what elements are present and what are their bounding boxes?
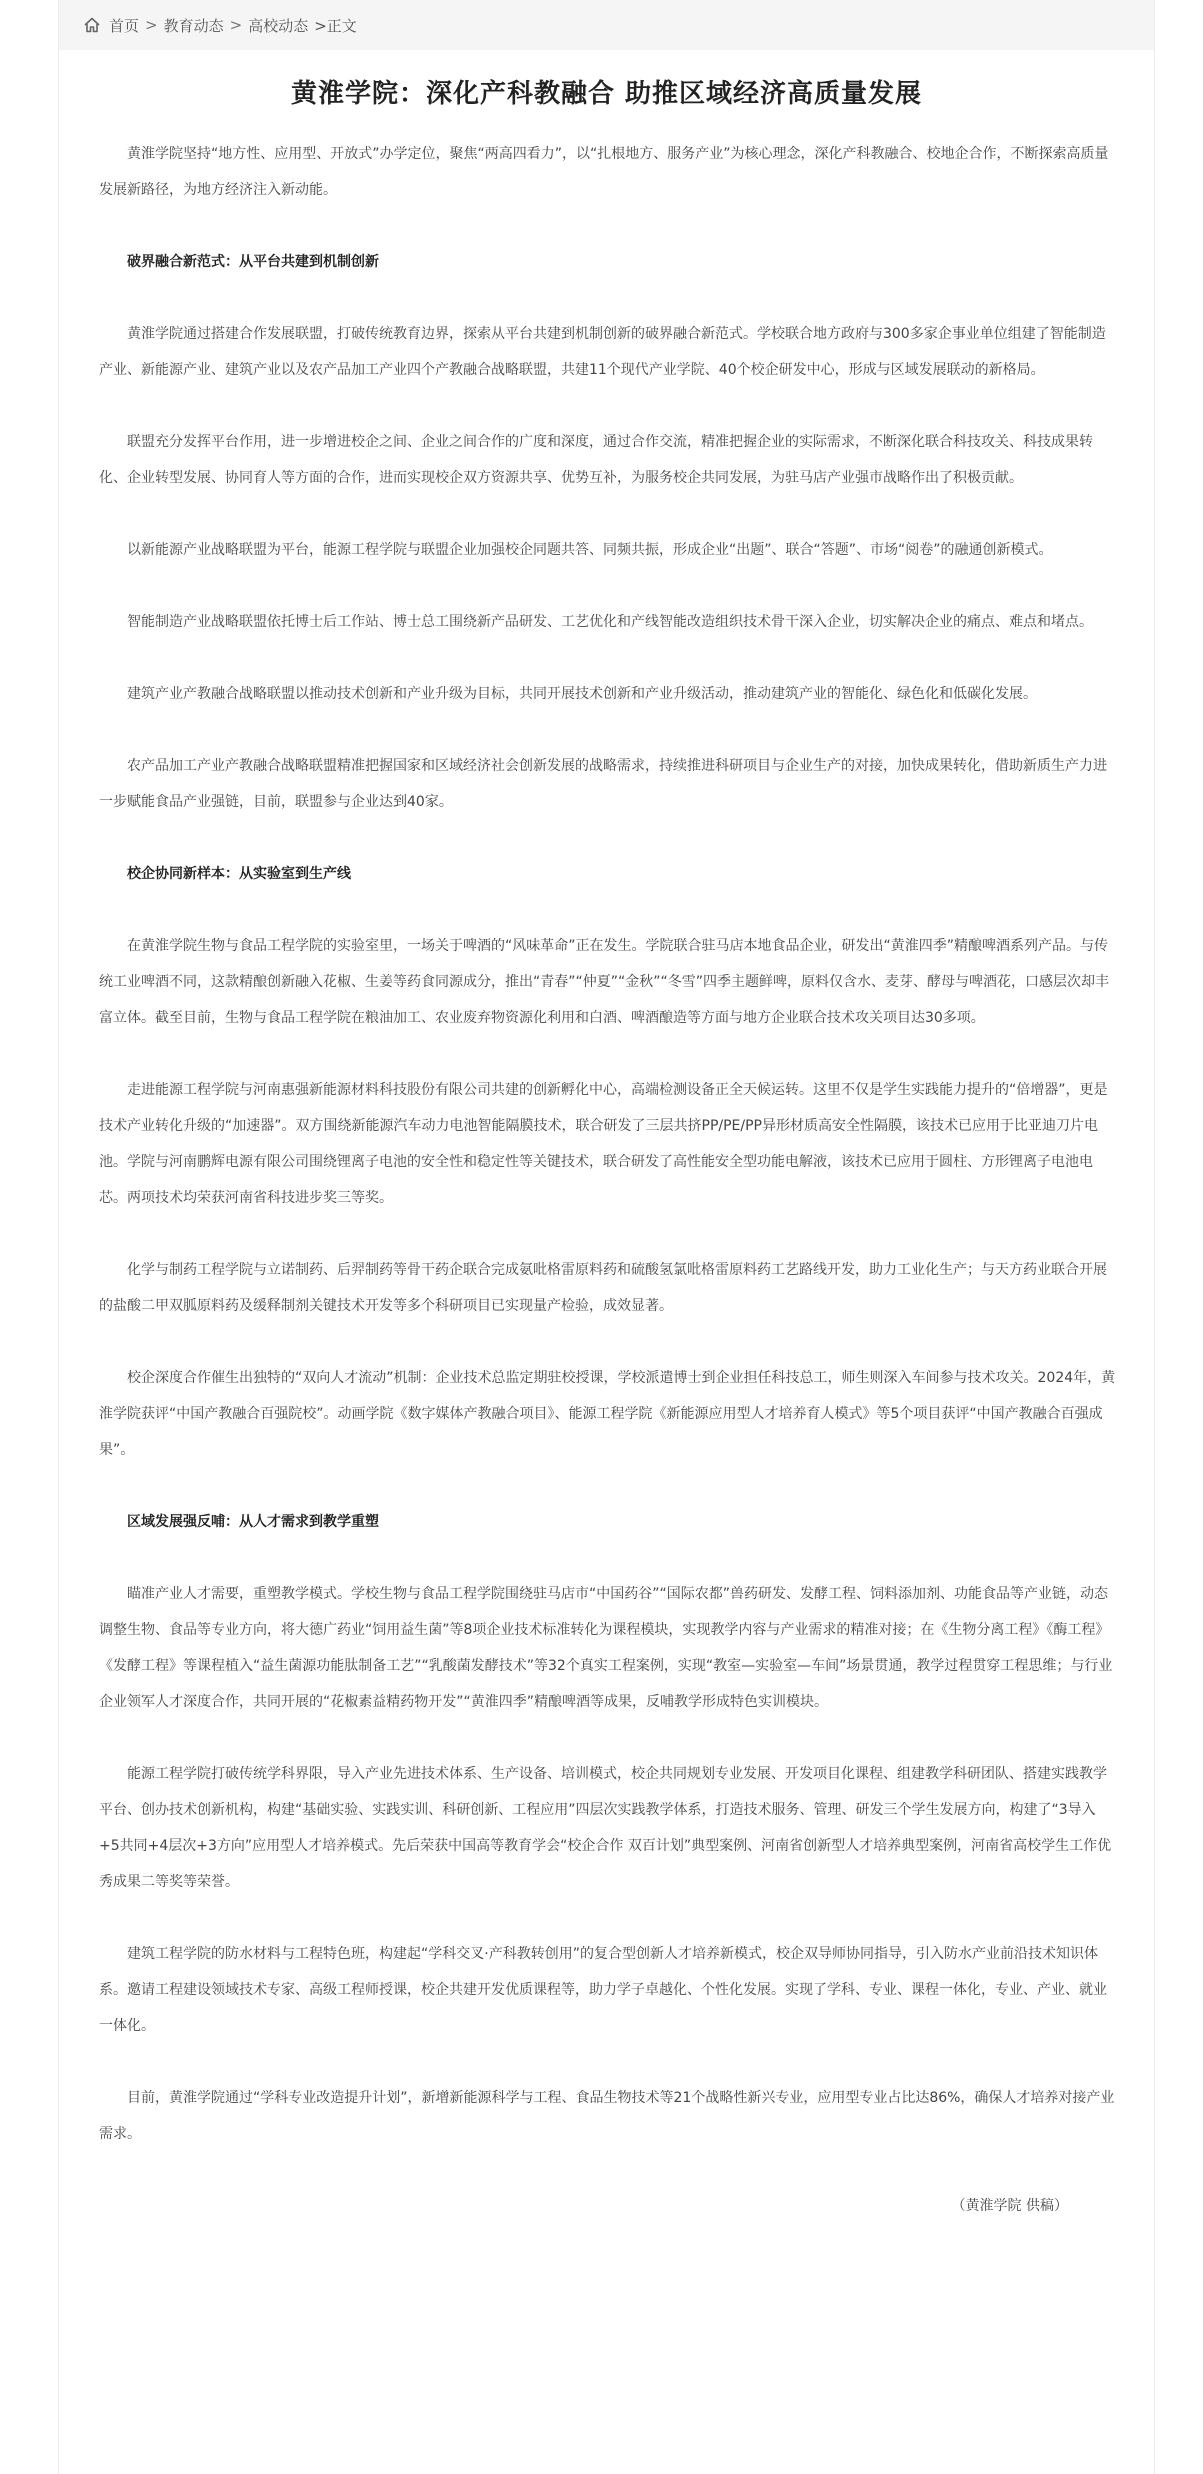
- section-heading: 校企协同新样本：从实验室到生产线: [127, 866, 351, 882]
- paragraph: 黄淮学院通过搭建合作发展联盟，打破传统教育边界，探索从平台共建到机制创新的破界融合新范式。学校联合地方政府与300多家企事业单位组建了智能制造产业、新能源产业、建筑产业以及农产品加工产业四个产教融合战略联盟，共建11个现代产业学院、40个校企研发中心，形成与区域发展联动的新格局。: [99, 326, 1106, 378]
- breadcrumb: [59, 0, 1154, 50]
- section-heading: 破界融合新范式：从平台共建到机制创新: [127, 254, 379, 270]
- section-heading: 区域发展强反哺：从人才需求到教学重塑: [127, 1514, 379, 1530]
- paragraph: 化学与制药工程学院与立诺制药、后羿制药等骨干药企联合完成氨吡格雷原料药和硫酸氢氯吡格雷原料药工艺路线开发，助力工业化生产；与天方药业联合开展的盐酸二甲双胍原料药及缓释制剂关键技术开发等多个科研项目已实现量产检验，成效显著。: [99, 1262, 1107, 1314]
- paragraph: 农产品加工产业产教融合战略联盟精准把握国家和区域经济社会创新发展的战略需求，持续推进科研项目与企业生产的对接，加快成果转化，借助新质生产力进一步赋能食品产业强链，目前，联盟参与企业达到40家。: [99, 758, 1107, 810]
- paragraph: 瞄准产业人才需要，重塑教学模式。学校生物与食品工程学院围绕驻马店市“中国药谷”“国际农都”兽药研发、发酵工程、饲料添加剂、功能食品等产业链，动态调整生物、食品等专业方向，将大德广药业“饲用益生菌”等8项企业技术标准转化为课程模块，实现教学内容与产业需求的精准对接；在《生物分离工程》《酶工程》《发酵工程》等课程植入“益生菌源功能肽制备工艺”“乳酸菌发酵技术”等32个真实工程案例，实现“教室—实验室—车间”场景贯通，教学过程贯穿工程思维；与行业企业领军人才深度合作，共同开展的“花椒素益精药物开发”“黄淮四季”精酿啤酒等成果，反哺教学形成特色实训模块。: [99, 1586, 1113, 1710]
- breadcrumb-home[interactable]: 首页: [109, 16, 140, 35]
- paragraph: 走进能源工程学院与河南惠强新能源材料科技股份有限公司共建的创新孵化中心，高端检测设备正全天候运转。这里不仅是学生实践能力提升的“倍增器”，更是技术产业转化升级的“加速器”。双方围绕新能源汽车动力电池智能隔膜技术，联合研发了三层共挤PP/PE/PP异形材质高安全性隔膜，该技术已应用于比亚迪刀片电池。学院与河南鹏辉电源有限公司围绕锂离子电池的安全性和稳定性等关键技术，联合研发了高性能安全型功能电解液，该技术已应用于圆柱、方形锂离子电池电芯。两项技术均荣获河南省科技进步奖三等奖。: [99, 1082, 1108, 1206]
- breadcrumb-separator: >: [145, 16, 158, 34]
- breadcrumb-separator: >: [229, 16, 243, 34]
- breadcrumb-education-news[interactable]: 教育动态: [163, 16, 224, 35]
- paragraph: 以新能源产业战略联盟为平台，能源工程学院与联盟企业加强校企同题共答、同频共振，形成企业“出题”、联合“答题”、市场“阅卷”的融通创新模式。: [127, 542, 1053, 558]
- intro-paragraph: 黄淮学院坚持“地方性、应用型、开放式”办学定位，聚焦“两高四看力”，以“扎根地方、服务产业”为核心理念，深化产科教融合、校地企合作，不断探索高质量发展新路径，为地方经济注入新动能。: [99, 146, 1109, 198]
- article-title: 黄淮学院：深化产科教融合 助推区域经济高质量发展: [290, 79, 923, 109]
- paragraph: 能源工程学院打破传统学科界限，导入产业先进技术体系、生产设备、培训模式，校企共同规划专业发展、开发项目化课程、组建教学科研团队、搭建实践教学平台、创办技术创新机构，构建“基础实验、实践实训、科研创新、工程应用”四层次实践教学体系，打造技术服务、管理、研发三个学生发展方向，构建了“3导入+5共同+4层次+3方向”应用型人才培养模式。先后荣获中国高等教育学会“校企合作 双百计划”典型案例、河南省创新型人才培养典型案例，河南省高校学生工作优秀成果二等奖等荣誉。: [99, 1766, 1112, 1890]
- article-source: （黄淮学院 供稿）: [951, 2198, 1068, 2214]
- paragraph: 目前，黄淮学院通过“学科专业改造提升计划”，新增新能源科学与工程、食品生物技术等21个战略性新兴专业，应用型专业占比达86%，确保人才培养对接产业需求。: [99, 2090, 1115, 2142]
- breadcrumb-current: >正文: [314, 16, 357, 35]
- breadcrumb-university-news[interactable]: 高校动态: [248, 16, 309, 35]
- paragraph: 联盟充分发挥平台作用，进一步增进校企之间、企业之间合作的广度和深度，通过合作交流，精准把握企业的实际需求，不断深化联合科技攻关、科技成果转化、企业转型发展、协同育人等方面的合作，进而实现校企双方资源共享、优势互补，为服务校企共同发展，为驻马店产业强市战略作出了积极贡献。: [99, 434, 1093, 486]
- paragraph: 校企深度合作催生出独特的“双向人才流动”机制：企业技术总监定期驻校授课，学校派遣博士到企业担任科技总工，师生则深入车间参与技术攻关。2024年，黄淮学院获评“中国产教融合百强院校”。动画学院《数字媒体产教融合项目》、能源工程学院《新能源应用型人才培养育人模式》等5个项目获评“中国产教融合百强成果”。: [99, 1370, 1116, 1458]
- paragraph: 建筑工程学院的防水材料与工程特色班，构建起“学科交叉·产科教转创用”的复合型创新人才培养新模式，校企双导师协同指导，引入防水产业前沿技术知识体系。邀请工程建设领域技术专家、高级工程师授课，校企共建开发优质课程等，助力学子卓越化、个性化发展。实现了学科、专业、课程一体化，专业、产业、就业一体化。: [99, 1946, 1107, 2034]
- article-page: [58, 0, 1155, 2474]
- paragraph: 在黄淮学院生物与食品工程学院的实验室里，一场关于啤酒的“风味革命”正在发生。学院联合驻马店本地食品企业，研发出“黄淮四季”精酿啤酒系列产品。与传统工业啤酒不同，这款精酿创新融入花椒、生姜等药食同源成分，推出“青春”“仲夏”“金秋”“冬雪”四季主题鲜啤，原料仅含水、麦芽、酵母与啤酒花，口感层次却丰富立体。截至目前，生物与食品工程学院在粮油加工、农业废弃物资源化利用和白酒、啤酒酿造等方面与地方企业联合技术攻关项目达30多项。: [99, 938, 1110, 1026]
- home-icon[interactable]: [83, 16, 101, 34]
- paragraph: 建筑产业产教融合战略联盟以推动技术创新和产业升级为目标，共同开展技术创新和产业升级活动，推动建筑产业的智能化、绿色化和低碳化发展。: [127, 686, 1037, 702]
- paragraph: 智能制造产业战略联盟依托博士后工作站、博士总工围绕新产品研发、工艺优化和产线智能改造组织技术骨干深入企业，切实解决企业的痛点、难点和堵点。: [127, 614, 1093, 630]
- article-body: [59, 136, 1154, 2224]
